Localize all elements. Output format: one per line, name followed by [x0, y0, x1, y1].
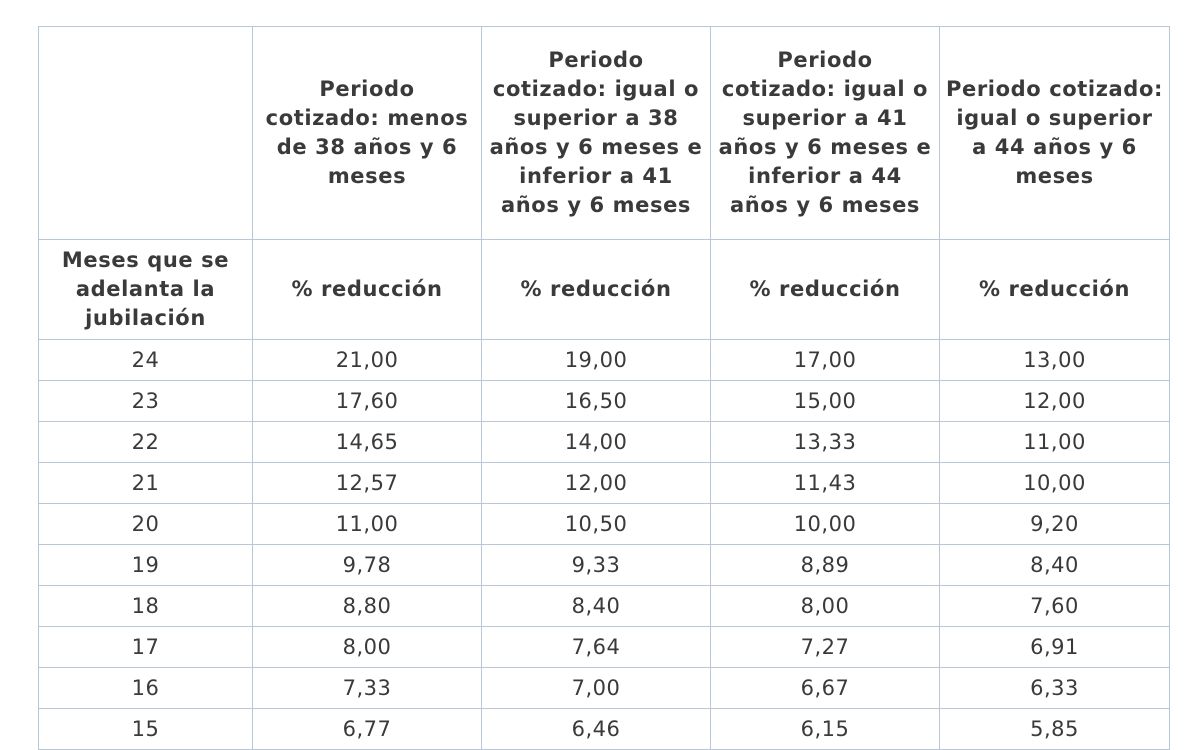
months-cell: 15 [39, 709, 253, 750]
reduction-cell-4: 11,00 [940, 422, 1170, 463]
period-header-1: Periodo cotizado: menos de 38 años y 6 meses [253, 27, 482, 240]
table-row [39, 545, 1170, 586]
reduction-cell-4: 9,20 [940, 504, 1170, 545]
months-cell: 19 [39, 545, 253, 586]
reduction-cell-1: 14,65 [253, 422, 482, 463]
reduction-cell-2: 14,00 [482, 422, 711, 463]
reduction-cell-3: 6,67 [711, 668, 940, 709]
reduction-cell-2: 6,46 [482, 709, 711, 750]
reduction-cell-3: 15,00 [711, 381, 940, 422]
reduction-cell-4: 6,33 [940, 668, 1170, 709]
reduction-cell-3: 17,00 [711, 340, 940, 381]
reduction-cell-1: 8,80 [253, 586, 482, 627]
reduction-cell-2: 19,00 [482, 340, 711, 381]
reduction-cell-3: 11,43 [711, 463, 940, 504]
reduction-cell-3: 6,15 [711, 709, 940, 750]
early-retirement-reduction-table [38, 26, 1170, 750]
reduction-header-3: % reducción [711, 240, 940, 340]
months-cell: 22 [39, 422, 253, 463]
corner-cell [39, 27, 253, 240]
table-row [39, 381, 1170, 422]
reduction-cell-4: 7,60 [940, 586, 1170, 627]
months-cell: 18 [39, 586, 253, 627]
reduction-cell-2: 12,00 [482, 463, 711, 504]
reduction-cell-3: 7,27 [711, 627, 940, 668]
period-header-3: Periodo cotizado: igual o superior a 41 años y 6 meses e inferior a 44 años y 6 meses [711, 27, 940, 240]
reduction-cell-3: 8,00 [711, 586, 940, 627]
table-row [39, 586, 1170, 627]
reduction-cell-2: 7,00 [482, 668, 711, 709]
reduction-cell-2: 7,64 [482, 627, 711, 668]
reduction-cell-4: 8,40 [940, 545, 1170, 586]
months-cell: 21 [39, 463, 253, 504]
reduction-cell-3: 8,89 [711, 545, 940, 586]
reduction-cell-1: 7,33 [253, 668, 482, 709]
reduction-header-4: % reducción [940, 240, 1170, 340]
months-advanced-header: Meses que se adelanta la jubilación [39, 240, 253, 340]
table-row [39, 340, 1170, 381]
reduction-cell-2: 10,50 [482, 504, 711, 545]
subheader-row [39, 240, 1170, 340]
reduction-cell-2: 9,33 [482, 545, 711, 586]
months-cell: 24 [39, 340, 253, 381]
reduction-cell-1: 8,00 [253, 627, 482, 668]
reduction-cell-4: 13,00 [940, 340, 1170, 381]
reduction-cell-4: 6,91 [940, 627, 1170, 668]
table-row [39, 709, 1170, 750]
period-header-2: Periodo cotizado: igual o superior a 38 años y 6 meses e inferior a 41 años y 6 meses [482, 27, 711, 240]
period-header-4: Periodo cotizado: igual o superior a 44 años y 6 meses [940, 27, 1170, 240]
reduction-cell-3: 10,00 [711, 504, 940, 545]
months-cell: 16 [39, 668, 253, 709]
reduction-header-2: % reducción [482, 240, 711, 340]
table-row [39, 422, 1170, 463]
period-header-row [39, 27, 1170, 240]
reduction-cell-1: 11,00 [253, 504, 482, 545]
table-row [39, 668, 1170, 709]
reduction-header-1: % reducción [253, 240, 482, 340]
months-cell: 23 [39, 381, 253, 422]
reduction-cell-3: 13,33 [711, 422, 940, 463]
months-cell: 17 [39, 627, 253, 668]
reduction-cell-1: 21,00 [253, 340, 482, 381]
reduction-cell-1: 9,78 [253, 545, 482, 586]
reduction-cell-4: 12,00 [940, 381, 1170, 422]
reduction-cell-1: 6,77 [253, 709, 482, 750]
reduction-cell-1: 12,57 [253, 463, 482, 504]
months-cell: 20 [39, 504, 253, 545]
reduction-cell-4: 10,00 [940, 463, 1170, 504]
table-row [39, 504, 1170, 545]
reduction-cell-4: 5,85 [940, 709, 1170, 750]
reduction-cell-2: 16,50 [482, 381, 711, 422]
table-row [39, 627, 1170, 668]
reduction-cell-1: 17,60 [253, 381, 482, 422]
table-row [39, 463, 1170, 504]
reduction-cell-2: 8,40 [482, 586, 711, 627]
